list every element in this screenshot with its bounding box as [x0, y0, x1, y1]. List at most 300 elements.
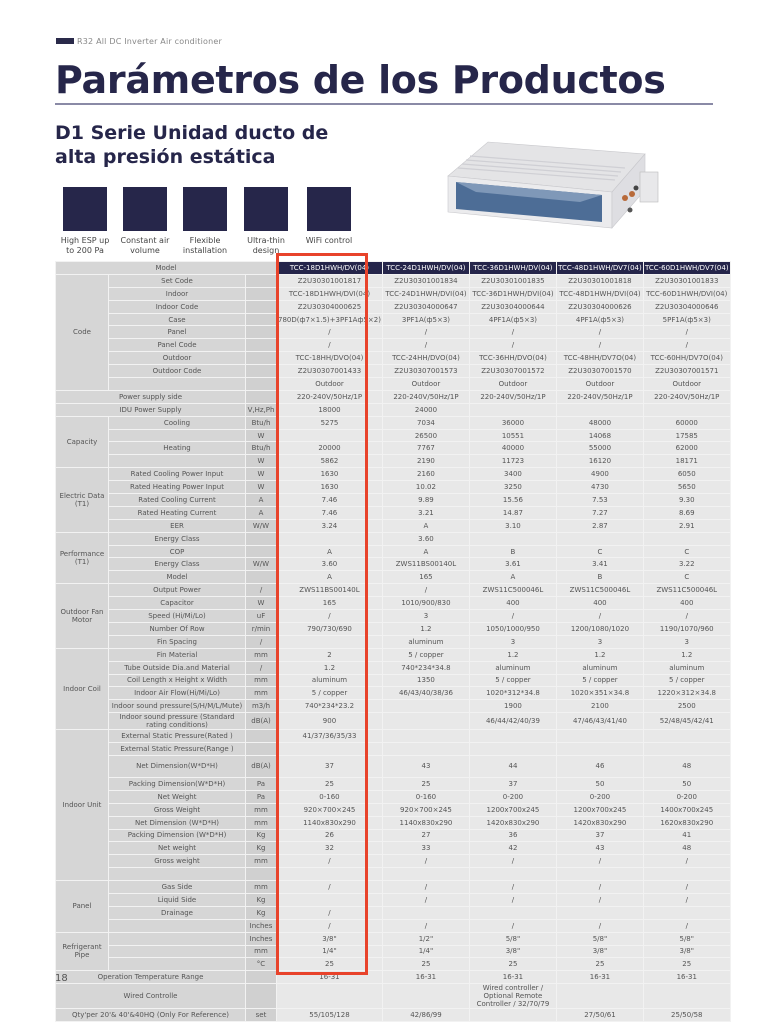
spec-value-cell: / [469, 919, 556, 932]
spec-label [109, 958, 246, 971]
feature-icons [56, 187, 360, 256]
spec-value-cell [277, 743, 383, 756]
spec-value-cell: 7.46 [277, 494, 383, 507]
page-number: 18 [55, 973, 68, 984]
spec-label: Model [109, 571, 246, 584]
spec-value-cell: 48 [643, 842, 730, 855]
spec-value-cell: 25 [556, 958, 643, 971]
spec-value-cell: 5/8" [469, 932, 556, 945]
spec-value-cell: 3.60 [277, 558, 383, 571]
spec-value-cell: 3/8" [469, 945, 556, 958]
spec-value-cell: 920×700×245 [382, 803, 469, 816]
spec-row [56, 468, 731, 481]
spec-label: EER [109, 519, 246, 532]
spec-label: Energy Class [109, 532, 246, 545]
spec-value-cell: 36000 [469, 416, 556, 429]
spec-value-cell: Outdoor [643, 378, 730, 391]
spec-row [56, 648, 731, 661]
spec-unit: / [246, 584, 277, 597]
spec-unit: Kg [246, 829, 277, 842]
model-label: Model [56, 262, 277, 275]
spec-value-cell: C [556, 545, 643, 558]
spec-value-cell: 43 [382, 755, 469, 777]
spec-value-cell: / [469, 855, 556, 868]
spec-value-cell: 3/8" [643, 945, 730, 958]
spec-unit [246, 532, 277, 545]
spec-value-cell: Z2U30301001818 [556, 274, 643, 287]
spec-value-cell: Wired controller / Optional Remote Controller / 32/70/79 [469, 984, 556, 1009]
spec-value-cell: 1200x700x245 [556, 803, 643, 816]
spec-row [56, 416, 731, 429]
spec-value-cell: 42/86/99 [382, 1009, 469, 1022]
spec-label: Rated Cooling Current [109, 494, 246, 507]
spec-unit [246, 274, 277, 287]
spec-value-cell: 25 [643, 958, 730, 971]
spec-value-cell: ZWS11BS00140L [382, 558, 469, 571]
spec-row [56, 713, 731, 730]
spec-row [56, 661, 731, 674]
spec-value-cell [643, 868, 730, 881]
spec-value-cell: aluminum [469, 661, 556, 674]
spec-value-cell: / [469, 326, 556, 339]
spec-value-cell: 33 [382, 842, 469, 855]
spec-value-cell: 3 [469, 635, 556, 648]
spec-unit: r/min [246, 622, 277, 635]
spec-value-cell: Z2U30307001433 [277, 365, 383, 378]
spec-value-cell: Z2U30304000644 [469, 300, 556, 313]
spec-value-cell: 3/8" [277, 932, 383, 945]
spec-label: Fin Material [109, 648, 246, 661]
spec-value-cell: 18171 [643, 455, 730, 468]
spec-unit: W [246, 597, 277, 610]
spec-value-cell: C [643, 545, 730, 558]
spec-unit [246, 300, 277, 313]
spec-value-cell: 1.2 [556, 648, 643, 661]
spec-label: Case [109, 313, 246, 326]
spec-row [56, 597, 731, 610]
spec-label [109, 868, 246, 881]
spec-value-cell: A [382, 545, 469, 558]
spec-value-cell: 0-200 [556, 790, 643, 803]
spec-value-cell: 16-31 [277, 971, 383, 984]
spec-value-cell: 5862 [277, 455, 383, 468]
spec-value-cell: 43 [556, 842, 643, 855]
spec-value-cell [469, 532, 556, 545]
spec-value-cell: 41/37/36/35/33 [277, 730, 383, 743]
spec-value-cell: Outdoor [469, 378, 556, 391]
spec-row [56, 790, 731, 803]
spec-value-cell: 3 [556, 635, 643, 648]
spec-unit: dB(A) [246, 755, 277, 777]
spec-label: Panel Code [109, 339, 246, 352]
spec-label: Tube Outside Dia.and Material [109, 661, 246, 674]
spec-value-cell: 52/48/45/42/41 [643, 713, 730, 730]
spec-unit: mm [246, 803, 277, 816]
spec-unit: Kg [246, 893, 277, 906]
spec-value-cell: A [469, 571, 556, 584]
spec-value-cell: / [643, 893, 730, 906]
spec-value-cell: / [556, 326, 643, 339]
spec-value-cell: 1900 [469, 700, 556, 713]
spec-value-cell: 18000 [277, 403, 383, 416]
spec-value-cell: 3.10 [469, 519, 556, 532]
spec-value-cell: 24000 [382, 403, 469, 416]
spec-value-cell: 9.89 [382, 494, 469, 507]
spec-group-label: Indoor Unit [56, 730, 109, 881]
spec-value-cell: 1400x700x245 [643, 803, 730, 816]
spec-value-cell [556, 906, 643, 919]
spec-value-cell: 46 [556, 755, 643, 777]
spec-value-cell [277, 635, 383, 648]
spec-label: Coil Length x Height x Width [109, 674, 246, 687]
spec-value-cell: / [382, 893, 469, 906]
spec-label: Drainage [109, 906, 246, 919]
spec-label: Gross Weight [109, 803, 246, 816]
spec-unit: V,Hz,Ph [246, 403, 277, 416]
spec-label: Net Weight [109, 790, 246, 803]
model-name-cell: TCC-48D1HWH/DV7(04) [556, 262, 643, 275]
spec-value-cell: / [469, 881, 556, 894]
spec-unit: Inches [246, 919, 277, 932]
spec-value-cell: 400 [643, 597, 730, 610]
spec-row [56, 945, 731, 958]
spec-value-cell: B [469, 545, 556, 558]
spec-value-cell [469, 403, 556, 416]
spec-value-cell [382, 713, 469, 730]
spec-value-cell: 220-240V/50Hz/1P [556, 390, 643, 403]
spec-value-cell: aluminum [643, 661, 730, 674]
spec-value-cell: 27 [382, 829, 469, 842]
spec-row [56, 1009, 731, 1022]
spec-group-label: Refrigerant Pipe [56, 932, 109, 971]
spec-value-cell: 1420x830x290 [556, 816, 643, 829]
spec-label: Rated Heating Current [109, 506, 246, 519]
spec-value-cell [469, 868, 556, 881]
spec-value-cell: 55000 [556, 442, 643, 455]
spec-value-cell: C [643, 571, 730, 584]
spec-value-cell: 1/4" [382, 945, 469, 958]
spec-value-cell: / [382, 326, 469, 339]
model-name-cell: TCC-36D1HWH/DV(04) [469, 262, 556, 275]
spec-label: COP [109, 545, 246, 558]
spec-value-cell: TCC-36HH/DVO(04) [469, 352, 556, 365]
spec-value-cell: 40000 [469, 442, 556, 455]
spec-value-cell: 5/8" [556, 932, 643, 945]
spec-label: Capacitor [109, 597, 246, 610]
spec-value-cell: 5 / copper [556, 674, 643, 687]
spec-row [56, 893, 731, 906]
spec-row [56, 339, 731, 352]
spec-label: Packing Dimension (W*D*H) [109, 829, 246, 842]
spec-value-cell: 1200x700x245 [469, 803, 556, 816]
spec-value-cell: 4730 [556, 481, 643, 494]
spec-label [109, 945, 246, 958]
spec-row [56, 481, 731, 494]
spec-unit: A [246, 494, 277, 507]
spec-value-cell: Z2U30301001833 [643, 274, 730, 287]
spec-value-cell: 10551 [469, 429, 556, 442]
spec-unit [246, 287, 277, 300]
spec-value-cell: 740*234*34.8 [382, 661, 469, 674]
spec-value-cell: B [556, 571, 643, 584]
spec-value-cell: / [382, 881, 469, 894]
spec-value-cell: 17585 [643, 429, 730, 442]
spec-label: Operation Temperature Range [56, 971, 246, 984]
spec-label: Indoor sound pressure (Standard rating conditions) [109, 713, 246, 730]
spec-value-cell: 60000 [643, 416, 730, 429]
spec-value-cell: 2.87 [556, 519, 643, 532]
spec-value-cell: 3 [382, 610, 469, 623]
constant-air-icon [123, 187, 167, 231]
spec-value-cell: 15.56 [469, 494, 556, 507]
spec-row [56, 274, 731, 287]
spec-label: Indoor [109, 287, 246, 300]
spec-label: Indoor sound pressure(S/H/M/L/Mute) [109, 700, 246, 713]
spec-value-cell: 10.02 [382, 481, 469, 494]
spec-value-cell: Z2U30304000646 [643, 300, 730, 313]
spec-value-cell: 4PF1A(ф5×3) [556, 313, 643, 326]
spec-value-cell: ZWS11BS00140L [277, 584, 383, 597]
spec-label [109, 455, 246, 468]
spec-value-cell [556, 403, 643, 416]
spec-value-cell: 25 [469, 958, 556, 971]
spec-value-cell: 3 [643, 635, 730, 648]
spec-unit [246, 730, 277, 743]
spec-row [56, 403, 731, 416]
spec-unit: Inches [246, 932, 277, 945]
spec-value-cell: 16-31 [469, 971, 556, 984]
spec-value-cell: 16-31 [556, 971, 643, 984]
spec-value-cell: A [277, 545, 383, 558]
spec-value-cell: 6050 [643, 468, 730, 481]
spec-value-cell: 0-200 [643, 790, 730, 803]
spec-row [56, 674, 731, 687]
spec-row [56, 755, 731, 777]
spec-value-cell: 3PF1A(ф5×3) [382, 313, 469, 326]
spec-value-cell: 37 [469, 777, 556, 790]
spec-value-cell [382, 730, 469, 743]
spec-value-cell: / [643, 855, 730, 868]
spec-value-cell: / [277, 919, 383, 932]
wifi-icon [307, 187, 351, 231]
spec-value-cell: 220-240V/50Hz/1P [277, 390, 383, 403]
spec-value-cell: 27/50/61 [556, 1009, 643, 1022]
spec-unit: mm [246, 945, 277, 958]
spec-value-cell: 48 [643, 755, 730, 777]
spec-value-cell: 3.24 [277, 519, 383, 532]
spec-row [56, 906, 731, 919]
spec-row [56, 855, 731, 868]
spec-value-cell: ZWS11C500046L [556, 584, 643, 597]
spec-row [56, 842, 731, 855]
spec-label: Outdoor Code [109, 365, 246, 378]
page-title: Parámetros de los Productos [55, 58, 666, 102]
spec-value-cell: 37 [277, 755, 383, 777]
spec-value-cell: 0-200 [469, 790, 556, 803]
spec-row [56, 571, 731, 584]
spec-value-cell: / [382, 855, 469, 868]
spec-unit: / [246, 661, 277, 674]
spec-value-cell: 55/105/128 [277, 1009, 383, 1022]
spec-group-label: Indoor Coil [56, 648, 109, 729]
spec-value-cell: 3.41 [556, 558, 643, 571]
spec-unit: Kg [246, 906, 277, 919]
spec-value-cell: 9.30 [643, 494, 730, 507]
spec-unit: / [246, 635, 277, 648]
spec-label [109, 919, 246, 932]
spec-row [56, 829, 731, 842]
spec-value-cell: ZWS11C500046L [469, 584, 556, 597]
spec-value-cell [643, 906, 730, 919]
spec-group-label: Code [56, 274, 109, 390]
spec-value-cell: aluminum [277, 674, 383, 687]
spec-value-cell: / [643, 610, 730, 623]
spec-value-cell: / [277, 326, 383, 339]
spec-value-cell: 900 [277, 713, 383, 730]
model-name-cell: TCC-60D1HWH/DV7(04) [643, 262, 730, 275]
spec-label: Output Power [109, 584, 246, 597]
spec-unit [246, 326, 277, 339]
spec-value-cell: 5 / copper [277, 687, 383, 700]
spec-row [56, 803, 731, 816]
feature-constant-air: Constant air volume [116, 187, 174, 256]
spec-value-cell: A [277, 571, 383, 584]
spec-value-cell: Z2U30301001835 [469, 274, 556, 287]
spec-value-cell: 42 [469, 842, 556, 855]
spec-row [56, 687, 731, 700]
spec-value-cell: ZWS11C500046L [643, 584, 730, 597]
spec-row [56, 881, 731, 894]
spec-group-label: Panel [56, 881, 109, 933]
spec-row [56, 610, 731, 623]
spec-value-cell: / [643, 326, 730, 339]
spec-unit: uF [246, 610, 277, 623]
spec-unit: W [246, 481, 277, 494]
spec-unit [246, 313, 277, 326]
spec-label: Number Of Row [109, 622, 246, 635]
spec-value-cell: 25/50/58 [643, 1009, 730, 1022]
spec-row [56, 730, 731, 743]
spec-value-cell [382, 984, 469, 1009]
spec-row [56, 352, 731, 365]
spec-value-cell: 220-240V/50Hz/1P [643, 390, 730, 403]
spec-unit: W [246, 468, 277, 481]
spec-value-cell: 220-240V/50Hz/1P [469, 390, 556, 403]
spec-value-cell: 1.2 [643, 648, 730, 661]
spec-label: Net weight [109, 842, 246, 855]
spec-value-cell: 2500 [643, 700, 730, 713]
spec-value-cell: 1.2 [469, 648, 556, 661]
spec-unit: W [246, 455, 277, 468]
spec-value-cell [382, 743, 469, 756]
spec-row [56, 743, 731, 756]
spec-value-cell: TCC-24D1HWH/DVI(04) [382, 287, 469, 300]
spec-value-cell [469, 743, 556, 756]
spec-value-cell: / [277, 610, 383, 623]
spec-value-cell: 25 [382, 777, 469, 790]
spec-value-cell: Outdoor [556, 378, 643, 391]
spec-value-cell: 3.60 [382, 532, 469, 545]
spec-value-cell: 1.2 [382, 622, 469, 635]
spec-row [56, 584, 731, 597]
model-header-row [56, 262, 731, 275]
spec-value-cell [469, 906, 556, 919]
spec-value-cell: Z2U30307001572 [469, 365, 556, 378]
spec-unit: set [246, 1009, 277, 1022]
spec-value-cell: 3.22 [643, 558, 730, 571]
spec-value-cell: 920×700×245 [277, 803, 383, 816]
spec-value-cell: 26 [277, 829, 383, 842]
ultra-thin-icon [244, 187, 288, 231]
model-name-cell: TCC-24D1HWH/DV(04) [382, 262, 469, 275]
spec-value-cell: 400 [469, 597, 556, 610]
spec-value-cell: 50 [643, 777, 730, 790]
spec-unit: mm [246, 687, 277, 700]
spec-value-cell [469, 1009, 556, 1022]
spec-label: Wired Controlle [56, 984, 246, 1009]
spec-row [56, 635, 731, 648]
product-parameters-table [55, 261, 731, 1022]
spec-value-cell: 1140x830x290 [277, 816, 383, 829]
spec-value-cell: 1010/900/830 [382, 597, 469, 610]
spec-value-cell: 1190/1070/960 [643, 622, 730, 635]
spec-row [56, 971, 731, 984]
spec-value-cell: 3/8" [556, 945, 643, 958]
spec-value-cell: 25 [277, 777, 383, 790]
spec-row [56, 816, 731, 829]
spec-unit [246, 365, 277, 378]
spec-unit: Btu/h [246, 442, 277, 455]
spec-value-cell: / [643, 919, 730, 932]
spec-unit [246, 339, 277, 352]
spec-row [56, 932, 731, 945]
spec-label: Rated Cooling Power Input [109, 468, 246, 481]
spec-unit: Btu/h [246, 416, 277, 429]
spec-value-cell: Outdoor [277, 378, 383, 391]
spec-label: Set Code [109, 274, 246, 287]
spec-value-cell: 1140x830x290 [382, 816, 469, 829]
spec-unit [246, 868, 277, 881]
spec-value-cell: 25 [277, 958, 383, 971]
spec-value-cell: 3.21 [382, 506, 469, 519]
spec-group-label: Electric Data (T1) [56, 468, 109, 532]
spec-unit: W/W [246, 519, 277, 532]
spec-value-cell: 5275 [277, 416, 383, 429]
spec-label: IDU Power Supply [56, 403, 246, 416]
spec-label: Panel [109, 326, 246, 339]
spec-label [109, 429, 246, 442]
spec-value-cell: 2100 [556, 700, 643, 713]
spec-label: Outdoor [109, 352, 246, 365]
spec-label: Gross weight [109, 855, 246, 868]
spec-value-cell: 48000 [556, 416, 643, 429]
spec-value-cell: / [643, 339, 730, 352]
spec-value-cell: 1200/1080/1020 [556, 622, 643, 635]
spec-unit [246, 743, 277, 756]
spec-label: Packing Dimension(W*D*H) [109, 777, 246, 790]
spec-value-cell: / [382, 919, 469, 932]
spec-label: Rated Heating Power Input [109, 481, 246, 494]
spec-label: Cooling [109, 416, 246, 429]
title-divider [55, 103, 713, 105]
spec-unit: dB(A) [246, 713, 277, 730]
spec-value-cell [556, 868, 643, 881]
spec-value-cell: 0-160 [382, 790, 469, 803]
spec-row [56, 868, 731, 881]
spec-value-cell: 41 [643, 829, 730, 842]
spec-label: Power supply side [56, 390, 246, 403]
spec-value-cell: 20000 [277, 442, 383, 455]
